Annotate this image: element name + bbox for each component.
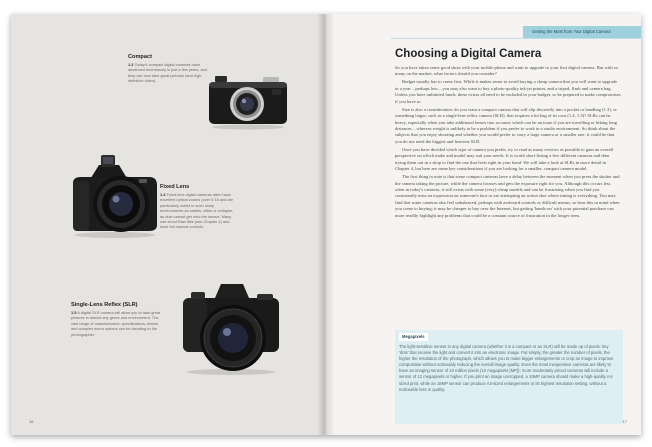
caption-title: Fixed Lens [160,184,190,190]
header-rule [391,38,641,39]
sidebar-title: Megapixels [399,333,428,341]
book-spread [11,14,641,435]
figure-number: 1.4 [160,192,166,197]
paragraph: The first thing to note is that some compact cameras have a delay between the moment when you press the shutter and the camera taking the picture, while the camera focuses and gets the exposure right for you. Although this occurs less often in today's cameras, it still exists with some (very) cheap models and can be frustrating when you find you consistently miss an expression on someone's face or are attempting an action shot where timing is everything. You may find that some cameras also feel unbalanced, perhaps with awkward controls or difficult menus, so bear this in mind when you come to buying; it may be cheaper to buy over the Internet, but getting 'hands-on' with your potential purchase can more readily highlight any problems that could be a constant source of frustration in the longer term. [395,174,620,218]
caption-slr [71,302,161,337]
caption-text: 1.5 A digital SLR camera will allow you to take great pictures in almost any genre and environment. The vast range of manufacturers, specifications, lenses and complex menu options can be daunting to the photographer. [71,310,161,337]
paragraph: Once you have decided which type of camera you prefer, try to read as many reviews as possible to gain an overall perspective on which make and model may suit your needs. It is worth short-listing a few different cameras and then trying them out in a shop to find the one that feels right in your hand. We will take a look at SLRs in more detail in Chapter 4, but here are some key considerations if you are looking for a smaller, compact camera model. [395,146,614,172]
paragraph: Size is also a consideration: do you want a compact camera that will slip discreetly into a pocket or handbag (1.3), or something larger, such as a single-lens reflex camera (SLR), that requires a kit bag of its own (1.4, 1.5)? SLRs can be heavy, especially when you take additional lenses into account, which can be an issue if you are travelling or hiking long distances – whereas weight is unlikely to be a problem if you prefer to work in a studio environment. So think about the subjects that you enjoy shooting and whether you would prefer to carry a large camera or a smaller one: it could be that you do not need the biggest and heaviest SLR. [395,106,617,144]
figure-number: 1.3 [128,62,134,67]
caption-compact [128,54,208,84]
caption-title: Single-Lens Reflex (SLR) [71,302,138,308]
caption-text: 1.3 Today's compact digital cameras have advanced enormously in just a few years, and they can now take great pictures (and high-definition video). [128,62,207,84]
section-heading: Choosing a Digital Camera [395,48,542,60]
page-number-left: 16 [29,419,34,424]
left-page [11,14,325,435]
svg-text:·: · [215,91,217,95]
figure-number: 1.5 [71,310,77,315]
paragraph: Budget usually has to come first. While it makes sense to avoid buying a cheap camera that you will want to upgrade in a year – perhaps less – you may also want to buy a photo-quality ink-jet printer, and a tripod, flash and camera bag. Unless you have unlimited funds, these extras all need to be included in your budget, so be prepared to make compromises if you have to. [395,79,621,104]
paragraph: So you have taken some good shots with your mobile phone and want to upgrade to your first digital camera. But with so many on the market, what factors should you consider? [395,65,618,77]
megapixels-sidebar [395,330,623,424]
book-gutter [317,14,335,435]
caption-title: Compact [128,54,152,60]
body-text [395,65,621,221]
compact-camera-photo [207,72,289,130]
running-head: Getting the Most from Your Digital Camera [523,26,641,38]
fixed-lens-camera-photo [69,151,161,239]
page-number-right: 17 [622,419,627,424]
sidebar-text: The light-sensitive sensor in any digital camera (whether it is a compact or an SLR) will be made up of pixels: tiny 'dots' that receive the light and convert it into an electronic image. Put simply, the greater the number of pixels, the higher the resolution of the photograph, which allows you to make bigger enlargements or crop an image to improve composition without noticeably reducing the overall image quality. Even the most inexpensive cameras are likely to have an imaging sensor of 10 million pixels (10 megapixels [MP]); more moderately priced cameras will include a sensor of 12 megapixels or higher. If you print an image uncropped, a 10MP camera should make a high-quality A4-sized print, while an 18MP sensor can produce A3-sized enlargements or its highest resolution setting, without a noticeable loss in quality. [399,344,614,392]
slr-camera-photo [181,276,281,376]
right-page [325,14,641,435]
caption-text: 1.4 Fixed-lens digital cameras often have excellent optical zooms (over 5 15 and are particularly useful in such dusty environments as safaris, cities or collapse, as dust cannot get onto the sensor. Many can shoot Raw files (see Chapter 4) and have full manual controls. [160,192,234,230]
caption-fixed-lens [160,184,235,230]
